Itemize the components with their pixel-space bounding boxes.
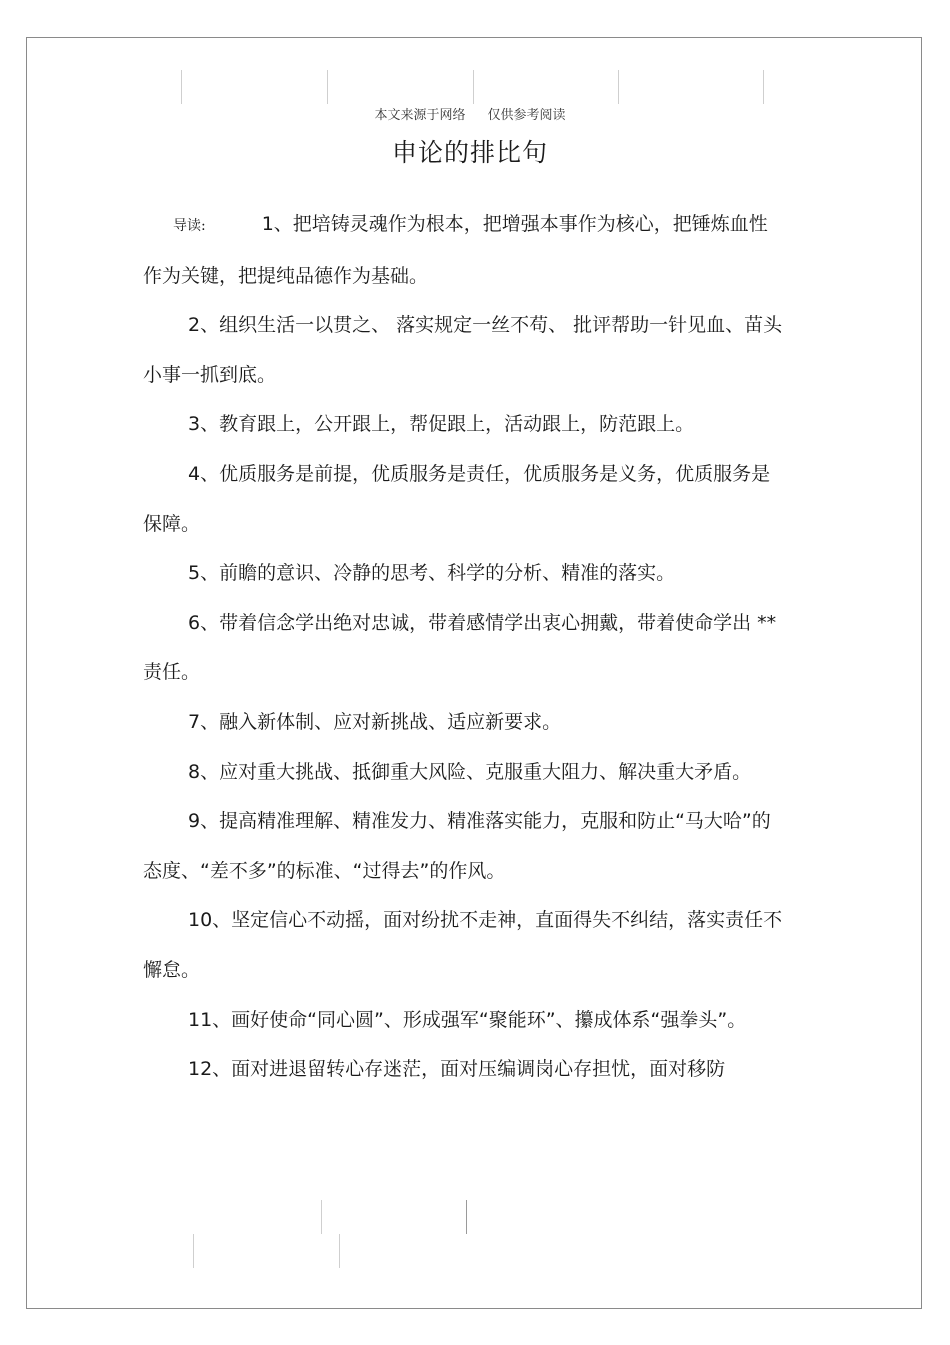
paragraph-10: 10、坚定信心不动摇，面对纷扰不走神，直面得失不纠结，落实责任不懈怠。 [143,909,783,981]
paragraph-9: 9、提高精准理解、精准发力、精准落实能力，克服和防止“马大哈”的态度、“差不多”的标准、“过得去”的作风。 [143,810,771,882]
reference-note: 仅供参考阅读 [487,108,566,123]
paragraph-4: 4、优质服务是前提，优质服务是责任，优质服务是义务，优质服务是保障。 [143,462,771,535]
bottom-guide-line [193,1234,194,1268]
paragraph-1 [143,200,783,301]
top-guide-line [327,70,328,104]
top-guide-line [618,70,619,104]
paragraph-7: 7、融入新体制、应对新挑战、适应新要求。 [188,710,562,733]
top-guide-line [181,70,182,104]
paragraph-5: 5、前瞻的意识、冷静的思考、科学的分析、精准的落实。 [188,562,676,585]
source-disclaimer [0,104,940,123]
paragraph-3: 3、教育跟上，公开跟上，帮促跟上，活动跟上，防范跟上。 [188,413,695,436]
document-body [143,200,783,1095]
paragraph-12: 12、面对进退留转心存迷茫，面对压编调岗心存担忧，面对移防 [188,1058,726,1081]
paragraph-2: 2、组织生活一以贯之、 落实规定一丝不苟、 批评帮助一针见血、苗头小事一抓到底。 [143,314,783,386]
bottom-guide-line [321,1200,322,1234]
paragraph-text: 1、把培铸灵魂作为根本，把增强本事作为核心，把锤炼血性作为关键，把提纯品德作为基础。 [143,213,768,287]
bottom-guide-line [466,1200,467,1234]
top-guide-line [763,70,764,104]
paragraph-11: 11、画好使命“同心圆”、形成强军“聚能环”、攥成体系“强拳头”。 [188,1008,747,1031]
paragraph-6: 6、带着信念学出绝对忠诚，带着感情学出衷心拥戴，带着使命学出 ** 责任。 [143,611,783,684]
top-guide-line [473,70,474,104]
bottom-guide-line [339,1234,340,1268]
paragraph-8: 8、应对重大挑战、抵御重大风险、克服重大阻力、解决重大矛盾。 [188,760,752,783]
lead-label: 导读: [173,218,206,234]
source-note: 本文来源于网络 [374,108,466,123]
document-title: 申论的排比句 [391,138,548,167]
